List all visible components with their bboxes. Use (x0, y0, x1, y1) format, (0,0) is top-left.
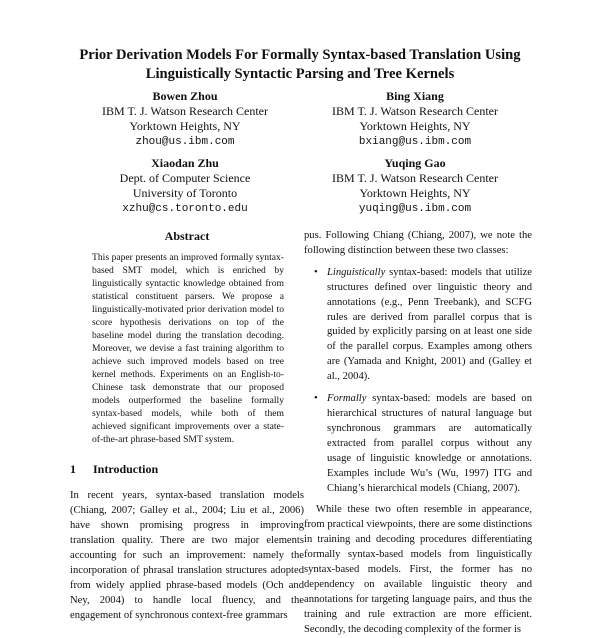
abstract-heading: Abstract (164, 229, 210, 243)
bullet-item-linguistic (314, 266, 532, 385)
section-number: 1 (70, 462, 76, 476)
bullet-emphasis: Linguistically (327, 266, 386, 278)
author-block-4 (300, 156, 530, 217)
author-email: yuqing@us.ibm.com (358, 202, 472, 215)
author-name: Yuqing Gao (384, 156, 446, 170)
author-name: Bing Xiang (386, 89, 444, 103)
bullet-icon: • (314, 266, 318, 278)
intro-paragraph: In recent years, syntax-based translation models (Chiang, 2007; Galley et al., 2004; Liu et al., 2006) have shown promising progress in improving translation quality. There are two major elements accounting for such an improvement: namely the incorporation of phrasal translation structures adopted from widely applied phrase-based models (Och and Ney, 2004) to handle local fluency, and the engagement of synchronous context-free grammars (70, 490, 304, 621)
bullet-text: syntax-based: models that utilize structures defined over linguistic theory and annotations (e.g., Penn Treebank), and SCFG rules are derived from parallel corpus that is guided by explicitly parsing on at least one side of the parallel corpus. Examples among others are (Yamada and Knight, 2001) and (Galley et al., 2004). (327, 266, 532, 383)
author-name: Xiaodan Zhu (151, 156, 219, 170)
author-email: zhou@us.ibm.com (135, 135, 235, 148)
author-block-1 (70, 89, 300, 150)
section-title: Introduction (93, 462, 159, 476)
right-column (304, 229, 532, 638)
abstract-text: This paper presents an improved formally syntax-based SMT model, which is enriched by linguistically syntactic knowledge obtained from statistical constituent parsers. We propose a linguistically-motivated prior derivation model to score hypothesis derivations on top of the baseline model during the translation decoding. Moreover, we devise a fast training algorithm to achieve such improved models based on tree kernel methods. Experiments on an English-to-Chinese task demonstrate that our proposed models outperformed the baseline formally syntax-based models, while both of them achieved significant improvements over a state-of-the-art phrase-based SMT system. (92, 252, 284, 445)
section-heading (70, 462, 158, 477)
author-affiliation: IBM T. J. Watson Research Center (101, 104, 268, 119)
paper-title (60, 46, 540, 84)
author-location: Yorktown Heights, NY (359, 119, 471, 134)
bullet-text: syntax-based: models are based on hierarchical structures of natural language but synchronous grammars are automatically extracted from parallel corpus without any usage of linguistic knowledge or annotations. Examples include Wu’s (Wu, 1997) ITG and Chiang’s hierarchical models (Chiang, 2007). (327, 393, 532, 494)
title-line-1: Prior Derivation Models For Formally Syntax-based Translation Using (79, 47, 521, 63)
right-paragraph-2: While these two often resemble in appearance, from practical viewpoints, there are some distinctions in training and decoding procedures differentiating formally syntax-based models from linguistically syntax-based models. First, the former has no dependency on available linguistic theory and annotations for targeting language pairs, and thus the training and rule extraction are more efficient. Secondly, the decoding complexity of the former is (304, 504, 532, 635)
bullet-item-formal (314, 392, 532, 496)
author-affiliation: IBM T. J. Watson Research Center (331, 171, 498, 186)
author-affiliation: IBM T. J. Watson Research Center (331, 104, 498, 119)
bullet-emphasis: Formally (327, 393, 367, 405)
author-email: xzhu@cs.toronto.edu (122, 202, 248, 215)
author-email: bxiang@us.ibm.com (358, 135, 472, 148)
author-block-2 (300, 89, 530, 150)
author-block-3 (70, 156, 300, 217)
bullet-icon: • (314, 393, 318, 405)
author-location: University of Toronto (132, 186, 238, 201)
author-name: Bowen Zhou (152, 89, 218, 103)
title-line-2: Linguistically Syntactic Parsing and Tree Kernels (145, 66, 455, 82)
right-intro-paragraph: pus. Following Chiang (Chiang, 2007), we note the following distinction between these two classes: (304, 230, 532, 256)
author-location: Yorktown Heights, NY (129, 119, 241, 134)
author-affiliation: Dept. of Computer Science (119, 171, 251, 186)
author-location: Yorktown Heights, NY (359, 186, 471, 201)
